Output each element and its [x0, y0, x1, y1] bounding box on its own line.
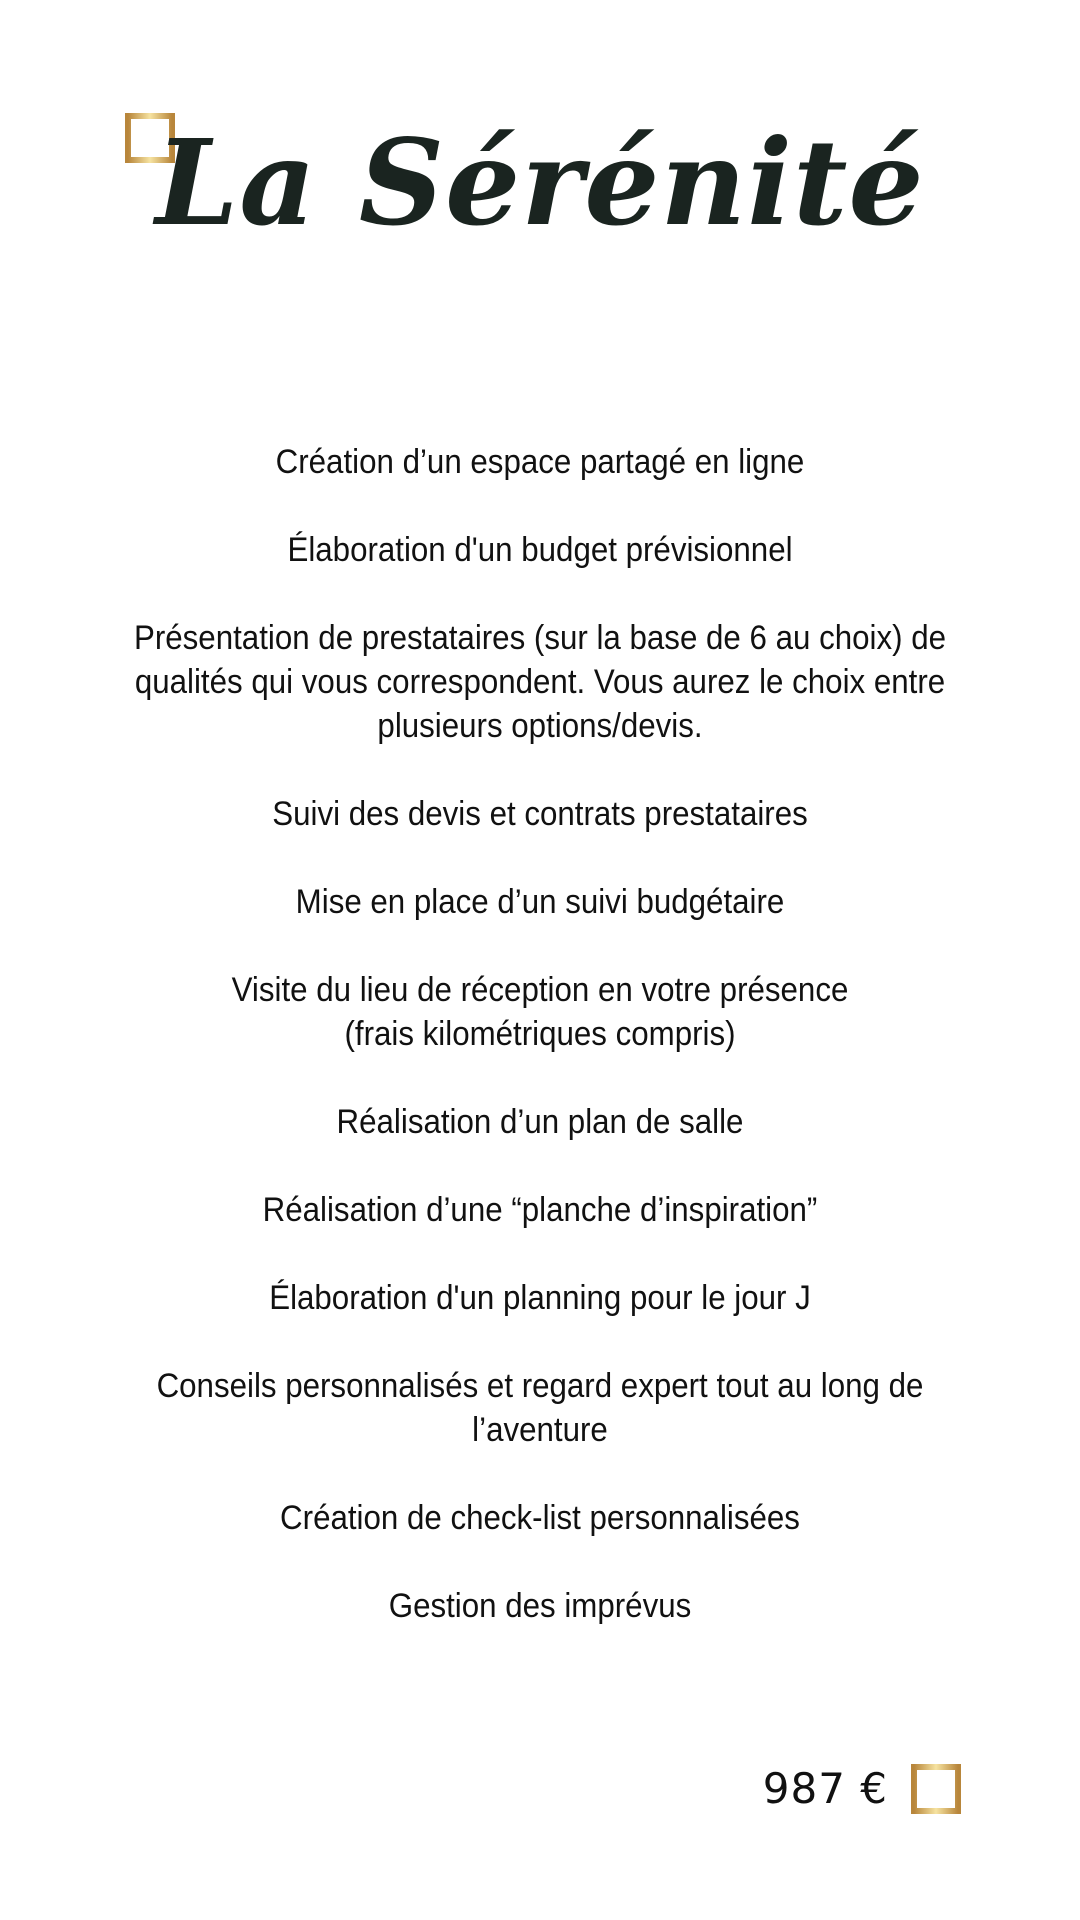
service-item	[126, 792, 954, 836]
service-item-line: Présentation de prestataires (sur la base de 6 au choix) de	[133, 619, 947, 657]
service-item-line: plusieurs options/devis.	[377, 707, 703, 745]
service-item-line: l’aventure	[472, 1411, 608, 1449]
service-item-line: Mise en place d’un suivi budgétaire	[295, 883, 785, 921]
service-item-line: qualités qui vous correspondent. Vous aurez le choix entre	[134, 663, 946, 701]
service-item-line: (frais kilométriques compris)	[344, 1015, 736, 1053]
service-item	[126, 440, 954, 484]
service-item	[126, 968, 954, 1056]
service-item-line: Conseils personnalisés et regard expert tout au long de	[156, 1367, 924, 1405]
services-list	[90, 440, 990, 1672]
service-item-line: Réalisation d’un plan de salle	[336, 1103, 744, 1141]
service-item	[126, 1584, 954, 1628]
service-item	[126, 1188, 954, 1232]
service-item-line: Gestion des imprévus	[388, 1587, 692, 1625]
service-item	[126, 528, 954, 572]
service-item	[126, 1496, 954, 1540]
service-item-line: Élaboration d'un planning pour le jour J	[269, 1279, 811, 1317]
service-item-line: Création de check-list personnalisées	[280, 1499, 800, 1537]
service-item	[126, 880, 954, 924]
service-item-line: Visite du lieu de réception en votre présence	[231, 971, 849, 1009]
service-item-line: Réalisation d’une “planche d’inspiration”	[262, 1191, 818, 1229]
service-item-line: Création d’un espace partagé en ligne	[275, 443, 805, 481]
service-item	[126, 1364, 954, 1452]
page-title: La Sérénité	[155, 113, 925, 252]
service-item	[126, 616, 954, 748]
service-item	[126, 1276, 954, 1320]
service-item-line: Élaboration d'un budget prévisionnel	[287, 531, 793, 569]
service-item	[126, 1100, 954, 1144]
price-label: 987 €	[762, 1764, 888, 1813]
service-item-line: Suivi des devis et contrats prestataires	[272, 795, 808, 833]
